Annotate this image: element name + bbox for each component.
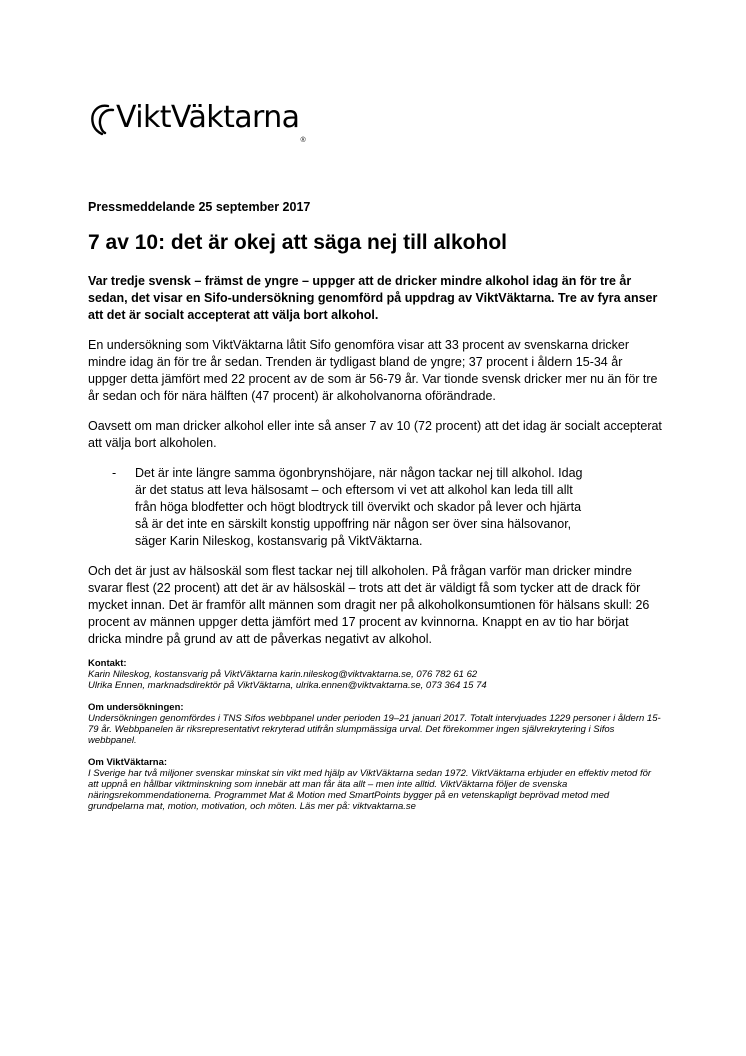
- registered-mark: ®: [300, 137, 306, 144]
- logo-wordmark: ViktVäktarna: [116, 100, 300, 135]
- quote-dash: -: [112, 466, 117, 480]
- footer: [88, 658, 663, 812]
- body-paragraph-2: Oavsett om man dricker alkohol eller inte så anser 7 av 10 (72 procent) att det idag är socialt accepterat att välja bort alkoholen.: [88, 419, 662, 450]
- press-release: [88, 200, 663, 812]
- contact-line: Karin Nileskog, kostansvarig på ViktVäktarna karin.nileskog@viktvaktarna.se, 076 782 61 62: [88, 669, 478, 680]
- body-paragraph-1: En undersökning som ViktVäktarna låtit Sifo genomföra visar att 33 procent av svenskarna dricker mindre idag än för tre år sedan. Trenden är tydligast bland de yngre; 37 procent i åldern 15-34 år uppger detta jämfört med 22 procent av de som är 56-79 år. Var tionde svensk dricker mer nu än för tre år sedan och för nära hälften (47 procent) är alkoholvanorna oförändrade.: [88, 338, 658, 403]
- viktvaktarna-logo: [88, 100, 306, 144]
- about-title: Om ViktVäktarna:: [88, 757, 168, 768]
- contact-title: Kontakt:: [88, 658, 127, 669]
- quote-block: [88, 465, 663, 550]
- survey-title: Om undersökningen:: [88, 702, 184, 713]
- vv-swirl-logo-icon: [88, 100, 116, 136]
- about-section: [88, 757, 663, 812]
- body-paragraph-3: Och det är just av hälsoskäl som flest tackar nej till alkoholen. På frågan varför man dricker mindre svarar flest (22 procent) att det är av hälsoskäl – trots att det är väldigt få som tycker att de drack för mycket innan. Det är framför allt männen som dragit ner på alkoholkonsumtionen för hälsans skull: 26 procent av männen uppger detta jämfört med 17 procent av kvinnorna. Knappt en av tio har börjat dricka mindre på grund av att de påverkas negativt av alkohol.: [88, 564, 650, 646]
- lead-paragraph: Var tredje svensk – främst de yngre – uppger att de dricker mindre alkohol idag än för tre år sedan, det visar en Sifo-undersökning genomförd på uppdrag av ViktVäktarna. Tre av fyra anser att det är socialt accepterat att välja bort alkohol.: [88, 274, 658, 322]
- survey-section: [88, 702, 663, 746]
- press-release-date: Pressmeddelande 25 september 2017: [88, 200, 311, 214]
- contact-line: Ulrika Ennen, marknadsdirektör på ViktVäktarna, ulrika.ennen@viktvaktarna.se, 073 364 15 74: [88, 680, 487, 691]
- about-text: I Sverige har två miljoner svenskar minskat sin vikt med hjälp av ViktVäktarna sedan 1972. ViktVäktarna erbjuder en effektiv metod för att uppnå en hållbar viktminskning som innebär att man får äta allt – men inte alltid. ViktVäktarna följer de svenska näringsrekommendationerna. Programmet Mat & Motion med SmartPoints bygger på en vetenskapligt beprövad metod med grundpelarna mat, motion, motivation, och möten. Läs mer på: viktvaktarna.se: [88, 768, 652, 812]
- quote-text: Det är inte längre samma ögonbrynshöjare, när någon tackar nej till alkohol. Idag är det status att leva hälsosamt – och eftersom vi vet att alkohol kan leda till allt från höga blodfetter och högt blodtryck till övervikt och skador på lever och hjärta så är det inte en särskilt konstig uppoffring när någon ser över sina hälsovanor, säger Karin Nileskog, kostansvarig på ViktVäktarna.: [135, 466, 583, 548]
- contact-section: [88, 658, 663, 691]
- survey-text: Undersökningen genomfördes i TNS Sifos webbpanel under perioden 19–21 januari 2017. Totalt intervjuades 1229 personer i åldern 15-79 år. Webbpanelen är riksrepresentativt rekryterad utifrån slumpmässiga urval. Det förekommer ingen självrekrytering i Sifos webbpanel.: [88, 713, 661, 746]
- headline: 7 av 10: det är okej att säga nej till alkohol: [88, 231, 507, 254]
